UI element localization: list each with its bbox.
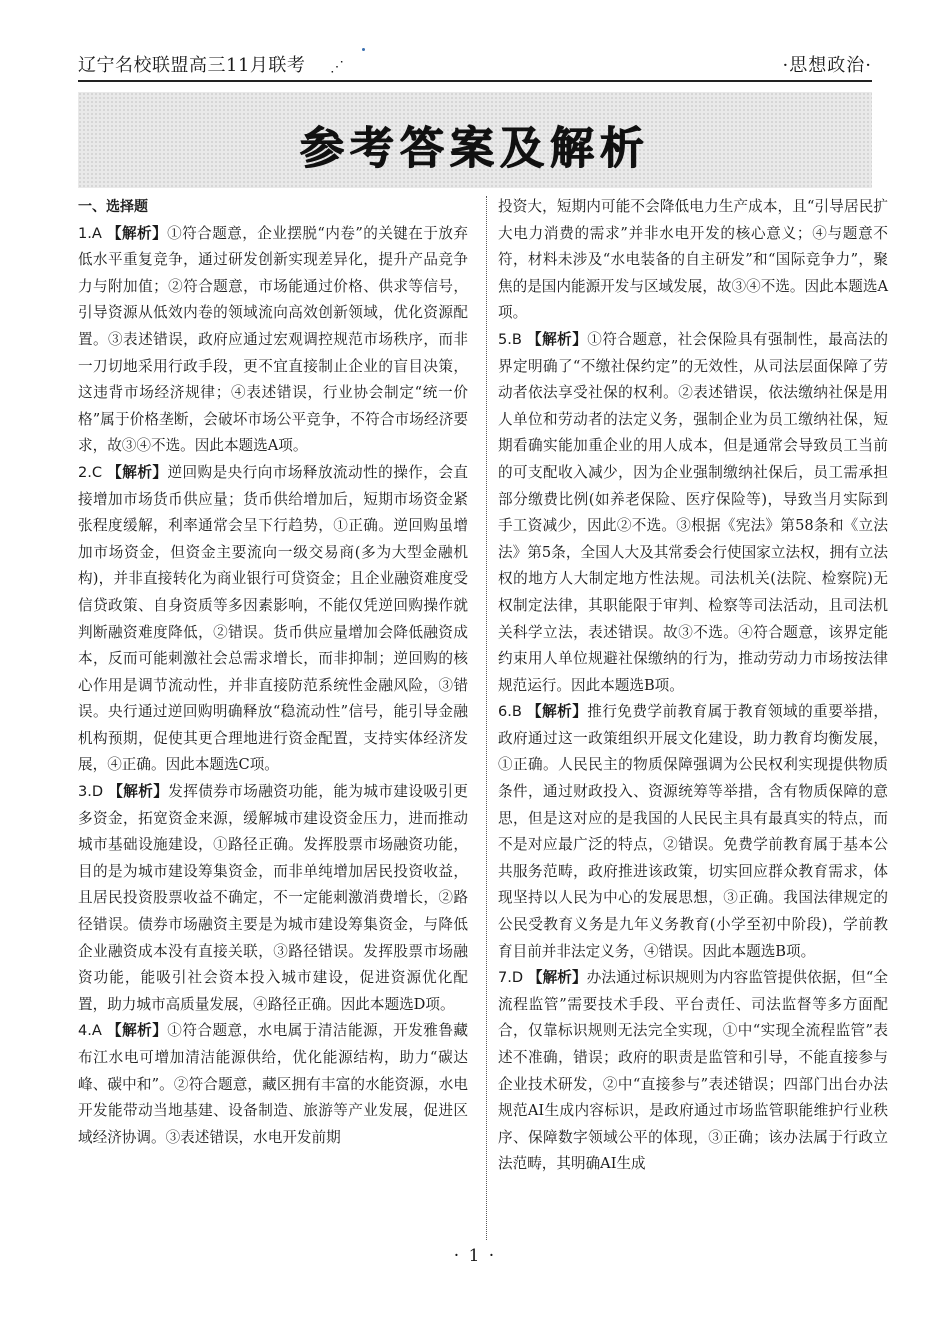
exam-name: 辽宁名校联盟高三11月联考 [78,55,306,76]
answer-item [78,1018,468,1151]
analysis-tag: 【解析】 [527,969,587,987]
answer-item [498,327,888,699]
analysis-tag: 【解析】 [107,1022,168,1040]
analysis-text: 推行免费学前教育属于教育领域的重要举措，政府通过这一政策组织开展文化建设，助力教育均衡发展，①正确。人民民主的物质保障强调为公民权利实现提供物质条件，通过财政投入、资源统筹等举措，含有物质保障的意思，但是这对应的是我国的人民民主具有最真实的特点，而不是对应最广泛的特点，②错误。免费学前教育属于基本公共服务范畴，政府推进该政策，切实回应群众教育需求，体现坚持以人民为中心的发展思想，③正确。我国法律规定的公民受教育义务是九年义务教育(小学至初中阶段)，学前教育目前并非法定义务，④错误。因此本题选B项。 [498,703,888,960]
page-number: · 1 · [453,1246,497,1266]
analysis-text: 发挥债券市场融资功能，能为城市建设吸引更多资金，拓宽资金来源，缓解城市建设资金压力，进而推动城市基础设施建设，①路径正确。发挥股票市场融资功能，目的是为城市建设筹集资金，而非单纯增加居民投资收益，且居民投资股票收益不确定，不一定能刺激消费增长，②路径错误。债券市场融资主要是为城市建设筹集资金，与降低企业融资成本没有直接关联，③路径错误。发挥股票市场融资功能，能吸引社会资本投入城市建设，促进资源优化配置，助力城市高质量发展，④路径正确。因此本题选D项。 [78,783,468,1013]
left-column [78,194,468,1151]
analysis-tag: 【解析】 [107,463,168,481]
answer-item [78,779,468,1018]
answer-number: 4.A [78,1022,102,1040]
answer-item [78,221,468,460]
analysis-text: 办法通过标识规则为内容监管提供依据，但“全流程监管”需要技术手段、平台责任、司法监督等多方面配合，仅靠标识规则无法完全实现，①中“实现全流程监管”表述不准确，错误；政府的职责是监管和引导，不能直接参与企业技术研发，②中“直接参与”表述错误；四部门出台办法规范AI生成内容标识，是政府通过市场监管职能维护行业秩序、保障数字领域公平的体现，③正确；该办法属于行政立法范畴，其明确AI生成 [498,969,889,1173]
right-column [498,194,888,1178]
answer-number: 7.D [498,969,524,987]
section-title: 一、选择题 [78,199,148,215]
analysis-text: ①符合题意，社会保险具有强制性，最高法的界定明确了“不缴社保约定”的无效性，从司法层面保障了劳动者依法享受社保的权利。②表述错误，依法缴纳社保是用人单位和劳动者的法定义务，强制企业为员工缴纳社保，短期看确实能加重企业的用人成本，但是通常会导致员工当前的可支配收入减少，因为企业强制缴纳社保后，员工需承担部分缴费比例(如养老保险、医疗保险等)，导致当月实际到手工资减少，因此②不选。③根据《宪法》第58条和《立法法》第5条，全国人大及其常委会行使国家立法权，拥有立法权的地方人大制定地方性法规。司法机关(法院、检察院)无权制定法律，其职能限于审判、检察等司法活动，且司法机关科学立法，表述错误。故③不选。④符合题意，该界定能约束用人单位规避社保缴纳的行为，推动劳动力市场按法律规范运行。因此本题选B项。 [498,330,888,694]
page-header [78,52,872,82]
analysis-tag: 【解析】 [108,783,169,801]
answer-number: 1.A [78,224,102,242]
continued-text: 投资大，短期内可能不会降低电力生产成本，且“引导居民扩大电力消费的需求”并非水电开发的核心意义；④与题意不符，材料未涉及“水电装备的自主研发”和“国际竞争力”，聚焦的是国内能源开发与区域发展，故③④不选。因此本题选A项。 [498,198,888,322]
analysis-text: ①符合题意，企业摆脱“内卷”的关键在于放弃低水平重复竞争，通过研发创新实现差异化，提升产品竞争力与附加值；②符合题意，市场能通过价格、供求等信号，引导资源从低效内卷的领域流向高效创新领域，优化资源配置。③表述错误，政府应通过宏观调控规范市场秩序，而非一刀切地采用行政手段，更不宜直接制止企业的盲目决策，这违背市场经济规律；④表述错误，行业协会制定“统一价格”属于价格垄断，会破坏市场公平竞争，不符合市场经济要求，故③④不选。因此本题选A项。 [78,224,468,455]
column-divider [486,196,487,1240]
header-mark: ⋰ [330,59,344,75]
answer-item [498,965,888,1178]
answer-number: 6.B [498,703,522,721]
analysis-tag: 【解析】 [107,224,168,242]
analysis-text: 逆回购是央行向市场释放流动性的操作，会直接增加市场货币供应量；货币供给增加后，短期市场资金紧张程度缓解，利率通常会呈下行趋势，①正确。逆回购虽增加市场资金，但资金主要流向一级交易商(多为大型金融机构)，并非直接转化为商业银行可贷资金；且企业融资难度受信贷政策、自身资质等多因素影响，不能仅凭逆回购操作就判断融资难度降低，②错误。货币供应量增加会降低融资成本，反而可能刺激社会总需求增长，而非抑制；逆回购的核心作用是调节流动性，并非直接防范系统性金融风险，③错误。央行通过逆回购明确释放“稳流动性”信号，能引导金融机构预期，促使其更合理地进行资金配置，支持实体经济发展，④正确。因此本题选C项。 [78,463,468,774]
answer-item [78,460,468,779]
answer-number: 2.C [78,463,103,481]
page-title: 参考答案及解析 [300,123,650,174]
title-banner [78,92,872,188]
analysis-tag: 【解析】 [527,703,588,721]
answer-number: 3.D [78,783,104,801]
answer-item [498,699,888,965]
answer-number: 5.B [498,330,522,348]
subject-name: ·思想政治· [782,55,872,76]
analysis-tag: 【解析】 [527,330,588,348]
analysis-text: ①符合题意，水电属于清洁能源，开发雅鲁藏布江水电可增加清洁能源供给，优化能源结构，助力“碳达峰、碳中和”。②符合题意，藏区拥有丰富的水能资源，水电开发能带动当地基建、设备制造、旅游等产业发展，促进区域经济协调。③表述错误，水电开发前期 [78,1022,468,1146]
decorative-dot [362,48,365,51]
